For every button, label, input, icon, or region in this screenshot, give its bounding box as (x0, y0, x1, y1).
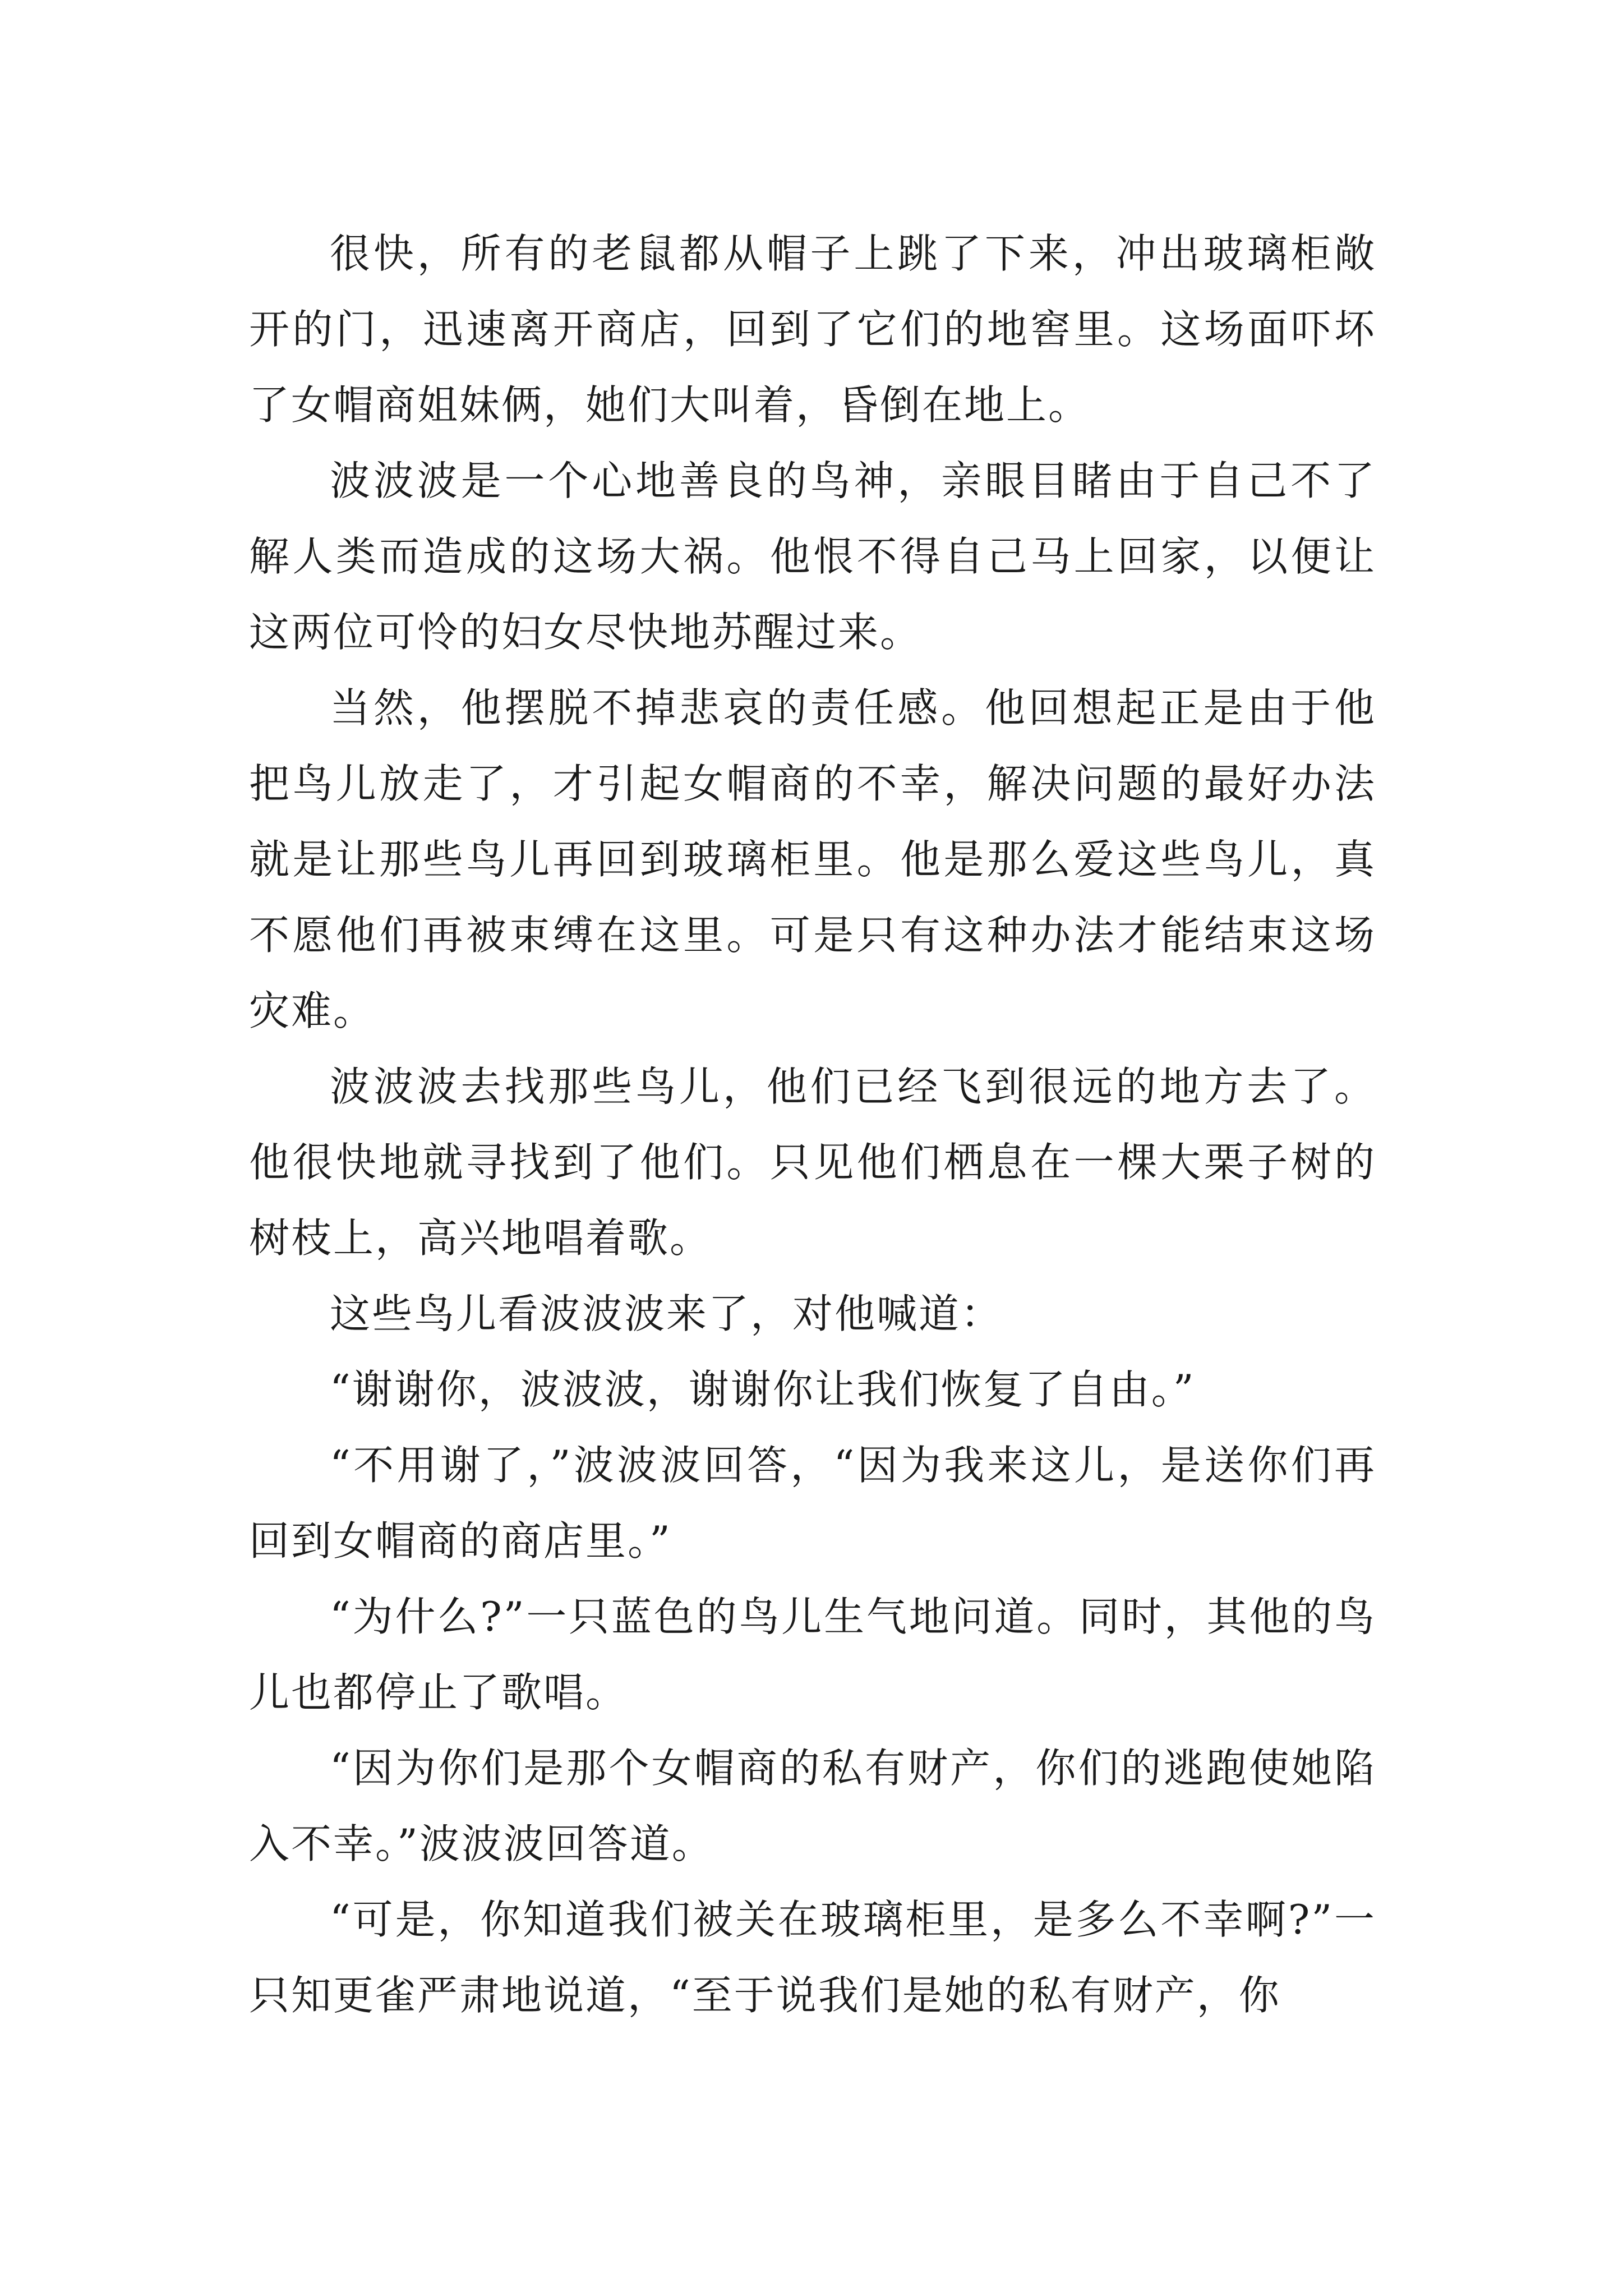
paragraph-4: 波波波去找那些鸟儿，他们已经飞到很远的地方去了。他很快地就寻找到了他们。只见他们栖息在一棵大栗子树的树枝上，高兴地唱着歌。 (249, 1063, 1376, 1262)
paragraph-10: “可是，你知道我们被关在玻璃柜里，是多么不幸啊?”一只知更雀严肃地说道，“至于说我们是她的私有财产，你 (249, 1896, 1376, 2019)
paragraph-3: 当然，他摆脱不掉悲哀的责任感。他回想起正是由于他把鸟儿放走了，才引起女帽商的不幸，解决问题的最好办法就是让那些鸟儿再回到玻璃柜里。他是那么爱这些鸟儿，真不愿他们再被束缚在这里。可是只有这种办法才能结束这场灾难。 (249, 684, 1376, 1034)
paragraph-8: “为什么?”一只蓝色的鸟儿生气地问道。同时，其他的鸟儿也都停止了歌唱。 (249, 1593, 1376, 1716)
paragraph-9: “因为你们是那个女帽商的私有财产，你们的逃跑使她陷入不幸。”波波波回答道。 (249, 1745, 1376, 1867)
paragraph-5: 这些鸟儿看波波波来了，对他喊道： (330, 1290, 1003, 1337)
paragraph-2: 波波波是一个心地善良的鸟神，亲眼目睹由于自己不了解人类而造成的这场大祸。他恨不得自己马上回家，以便让这两位可怜的妇女尽快地苏醒过来。 (249, 457, 1376, 656)
paragraph-1: 很快，所有的老鼠都从帽子上跳了下来，冲出玻璃柜敞开的门，迅速离开商店，回到了它们的地窖里。这场面吓坏了女帽商姐妹俩，她们大叫着，昏倒在地上。 (249, 230, 1376, 429)
paragraph-7: “不用谢了，”波波波回答，“因为我来这儿，是送你们再回到女帽商的商店里。” (249, 1442, 1376, 1565)
body-text (249, 216, 1376, 2033)
paragraph-6: “谢谢你，波波波，谢谢你让我们恢复了自由。” (330, 1366, 1196, 1413)
